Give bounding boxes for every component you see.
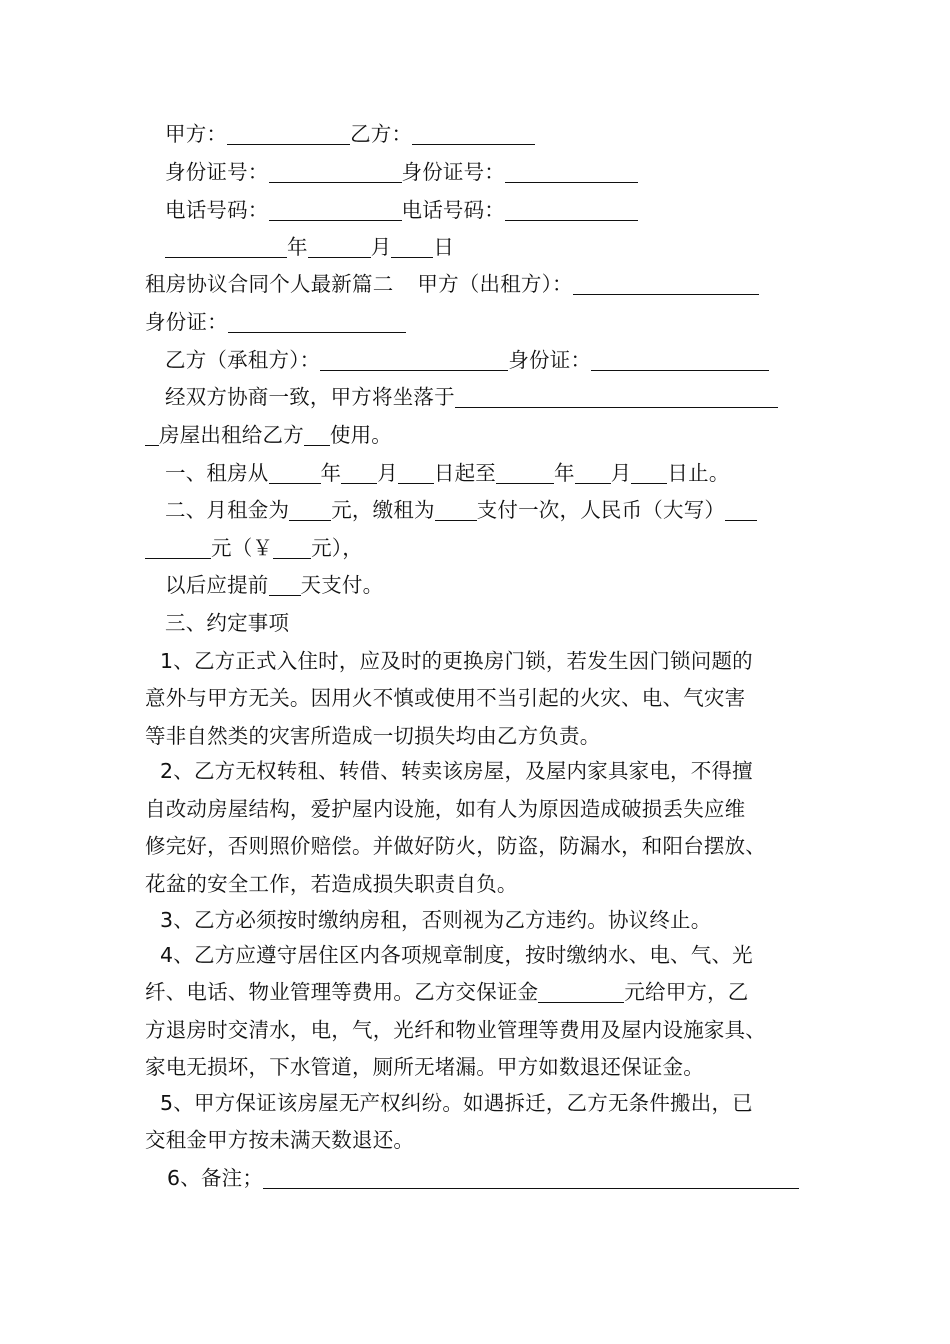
clause-1-line-2: 意外与甲方无关。因用火不慎或使用不当引起的火灾、电、气灾害 (145, 686, 746, 710)
remarks-blank[interactable] (263, 1163, 799, 1189)
premise-use-blank[interactable] (304, 420, 330, 446)
clause-1-line-3: 等非自然类的灾害所造成一切损失均由乙方负责。 (145, 724, 601, 748)
phone-b-label: 电话号码： (401, 198, 505, 222)
clause-2-line-4: 花盆的安全工作，若造成损失职责自负。 (145, 872, 518, 896)
premise-use-text: 使用。 (329, 423, 393, 447)
date-month-label: 月 (370, 235, 392, 259)
phone-b-blank[interactable] (505, 195, 638, 221)
premise-lead-blank[interactable] (145, 420, 159, 446)
advance-row (165, 567, 830, 604)
lessee-label: 乙方（承租方）： (165, 348, 321, 372)
lessor-blank[interactable] (573, 269, 759, 295)
party-a-label: 甲方： (165, 122, 228, 146)
signature-phone-row (165, 192, 830, 229)
rent-row-2 (145, 530, 810, 567)
contract-heading: 租房协议合同个人最新篇二 (145, 272, 394, 296)
term-start-month-blank[interactable] (341, 458, 377, 484)
advance-days-blank[interactable] (269, 570, 301, 596)
lessee-row (165, 342, 830, 379)
term-month-label: 月 (377, 461, 398, 485)
date-day-label: 日 (433, 235, 455, 259)
clause-4-line-2 (145, 974, 810, 1011)
term-start-day-blank[interactable] (398, 458, 434, 484)
clause-5-line-2: 交租金甲方按未满天数退还。 (145, 1128, 415, 1152)
lessee-id-blank[interactable] (591, 345, 769, 371)
lessor-id-row (145, 304, 810, 341)
clause-6-row (167, 1160, 832, 1197)
id-number-a-blank[interactable] (269, 157, 402, 183)
rent-amount-blank[interactable] (289, 495, 331, 521)
signature-id-row (165, 154, 830, 191)
date-year-label: 年 (287, 235, 308, 259)
premise-text: 经双方协商一致，甲方将坐落于 (165, 385, 455, 409)
signature-party-row (165, 116, 830, 153)
term-start-year-blank[interactable] (269, 458, 321, 484)
rent-pay-label: 支付一次，人民币（大写） (476, 498, 726, 522)
clause-2-line-2: 自改动房屋结构，爱护屋内设施，如有人为原因造成破损丢失应维 (145, 797, 746, 821)
rent-label: 二、月租金为 (165, 498, 290, 522)
phone-a-label: 电话号码： (165, 198, 269, 222)
premise-lease-text: 房屋出租给乙方 (159, 423, 304, 447)
advance-end: 天支付。 (300, 573, 384, 597)
signature-date-row (165, 229, 830, 266)
lessee-blank[interactable] (320, 345, 508, 371)
clause-4-deposit-text: 纤、电话、物业管理等费用。乙方交保证金 (145, 980, 539, 1004)
contract-heading-row (145, 266, 810, 303)
lessor-id-blank[interactable] (228, 307, 406, 333)
clause-4-line-4: 家电无损坏，下水管道，厕所无堵漏。甲方如数退还保证金。 (145, 1055, 704, 1079)
term-end-day-blank[interactable] (631, 458, 667, 484)
phone-a-blank[interactable] (269, 195, 402, 221)
date-month-blank[interactable] (308, 232, 371, 258)
section-3-heading: 三、约定事项 (165, 611, 290, 635)
deposit-amount-blank[interactable] (538, 977, 624, 1003)
lessor-label: 甲方（出租方）： (417, 272, 573, 296)
premise-row-1 (165, 379, 830, 416)
term-row (165, 455, 830, 492)
party-a-blank[interactable] (227, 119, 350, 145)
id-number-b-blank[interactable] (505, 157, 638, 183)
clause-2-line-1: 2、乙方无权转租、转借、转卖该房屋，及屋内家具家电，不得擅 (160, 759, 753, 783)
rent-period-blank[interactable] (435, 495, 477, 521)
rent-figure-blank[interactable] (273, 533, 311, 559)
party-b-label: 乙方： (350, 122, 413, 146)
clause-2-line-3: 修完好，否则照价赔偿。并做好防火，防盗，防漏水，和阳台摆放、 (145, 834, 766, 858)
clause-5-line-1: 5、甲方保证该房屋无产权纠纷。如遇拆迁，乙方无条件搬出，已 (160, 1091, 753, 1115)
term-from-label: 日起至 (433, 461, 497, 485)
clause-6-label: 6、备注； (167, 1166, 264, 1190)
rent-row-1 (165, 492, 830, 529)
rent-words-blank-b[interactable] (145, 533, 211, 559)
clause-4-line-3: 方退房时交清水，电，气，光纤和物业管理等费用及屋内设施家具、 (145, 1018, 766, 1042)
rent-words-blank-a[interactable] (725, 495, 757, 521)
term-year-label: 年 (320, 461, 342, 485)
clause-3: 3、乙方必须按时缴纳房租，否则视为乙方违约。协议终止。 (160, 908, 712, 932)
term-end-year-blank[interactable] (496, 458, 554, 484)
id-number-b-label: 身份证号： (401, 160, 505, 184)
clause-4-deposit-end: 元给甲方，乙 (624, 980, 749, 1004)
premise-address-blank[interactable] (455, 382, 778, 408)
rent-words-yuan: 元（￥ (211, 536, 274, 560)
term-end-month-blank[interactable] (575, 458, 611, 484)
party-b-blank[interactable] (412, 119, 535, 145)
clause-1-line-1: 1、乙方正式入住时，应及时的更换房门锁，若发生因门锁问题的 (160, 649, 753, 673)
term-month2-label: 月 (610, 461, 632, 485)
lessor-id-label: 身份证： (145, 310, 228, 334)
premise-row-2 (145, 417, 810, 454)
lessee-id-label: 身份证： (508, 348, 592, 372)
date-year-blank[interactable] (165, 232, 287, 258)
rent-yuan-label: 元，缴租为 (331, 498, 435, 522)
date-day-blank[interactable] (391, 232, 433, 258)
advance-label: 以后应提前 (165, 573, 269, 597)
id-number-a-label: 身份证号： (165, 160, 269, 184)
term-year2-label: 年 (554, 461, 575, 485)
rent-figure-end: 元）， (311, 536, 363, 560)
term-label: 一、租房从 (165, 461, 269, 485)
clause-4-line-1: 4、乙方应遵守居住区内各项规章制度，按时缴纳水、电、气、光 (160, 943, 753, 967)
term-end-label: 日止。 (667, 461, 730, 485)
